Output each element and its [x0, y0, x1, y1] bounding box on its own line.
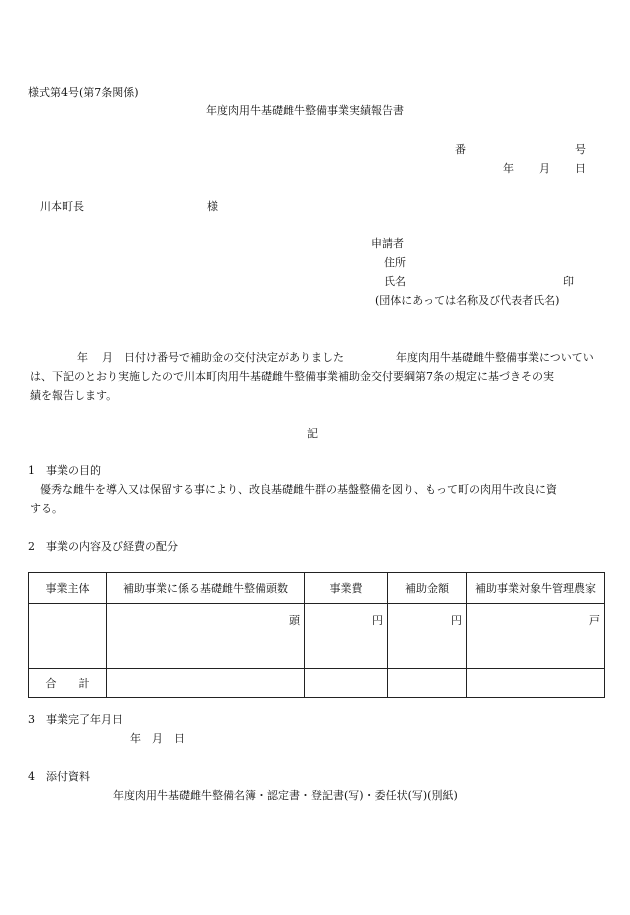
body-project-name: 年度肉用牛基礎雌牛整備事業についてい	[396, 351, 594, 364]
body-decision-text: 日付け番号で補助金の交付決定がありました	[124, 351, 344, 364]
form-number: 様式第4号(第7条関係)	[28, 86, 139, 99]
header-subsidy-amount: 補助金額	[388, 573, 467, 604]
cell-farm-households[interactable]: 戸	[467, 604, 605, 669]
body-line-3: 績を報告します。	[30, 389, 118, 402]
addressee-name: 川本町長	[40, 200, 84, 213]
body-year: 年	[77, 351, 88, 364]
cell-cattle-count[interactable]: 頭	[107, 604, 305, 669]
date-day-label: 日	[575, 162, 586, 175]
number-label-ban: 番	[455, 143, 466, 156]
table-header-row	[29, 573, 605, 604]
body-line-2: は、下記のとおり実施したので川本町肉用牛基礎雌牛整備事業補助金交付要綱第7条の規定に基づきその実	[30, 370, 554, 383]
applicant-label: 申請者	[371, 237, 404, 250]
total-farm-households[interactable]	[467, 669, 605, 698]
applicant-note: (団体にあっては名称及び代表者氏名)	[375, 294, 560, 307]
body-month: 月	[102, 351, 113, 364]
document-title: 年度肉用牛基礎雌牛整備事業実績報告書	[206, 104, 404, 117]
completion-date: 年 月 日	[130, 732, 185, 745]
expense-table	[28, 572, 605, 698]
seal-mark: 印	[563, 275, 574, 288]
section1-heading: 1 事業の目的	[28, 464, 101, 477]
section1-line-1: 優秀な雌牛を導入又は保留する事により、改良基礎雌牛群の基盤整備を図り、もって町の肉用牛改良に資	[40, 483, 557, 496]
date-year-label: 年	[503, 162, 514, 175]
section3-heading: 3 事業完了年月日	[28, 713, 123, 726]
total-row	[29, 669, 605, 698]
table-row	[29, 604, 605, 669]
cell-business-entity[interactable]	[29, 604, 107, 669]
cell-project-cost[interactable]: 円	[305, 604, 388, 669]
header-project-cost: 事業費	[305, 573, 388, 604]
date-month-label: 月	[539, 162, 550, 175]
total-cattle-count[interactable]	[107, 669, 305, 698]
addressee-honorific: 様	[207, 200, 218, 213]
total-project-cost[interactable]	[305, 669, 388, 698]
total-label: 合 計	[29, 669, 107, 698]
section2-heading: 2 事業の内容及び経費の配分	[28, 540, 178, 553]
section1-line-2: する。	[30, 502, 63, 515]
header-business-entity: 事業主体	[29, 573, 107, 604]
cell-subsidy-amount[interactable]: 円	[388, 604, 467, 669]
applicant-address-label: 住所	[384, 256, 406, 269]
header-cattle-count: 補助事業に係る基礎雌牛整備頭数	[107, 573, 305, 604]
number-label-go: 号	[575, 143, 586, 156]
header-farm-households: 補助事業対象牛管理農家	[467, 573, 605, 604]
ki-marker: 記	[307, 427, 318, 440]
section4-heading: 4 添付資料	[28, 770, 90, 783]
total-subsidy-amount[interactable]	[388, 669, 467, 698]
attachment-list: 年度肉用牛基礎雌牛整備名簿・認定書・登記書(写)・委任状(写)(別紙)	[113, 789, 458, 802]
applicant-name-label: 氏名	[384, 275, 406, 288]
